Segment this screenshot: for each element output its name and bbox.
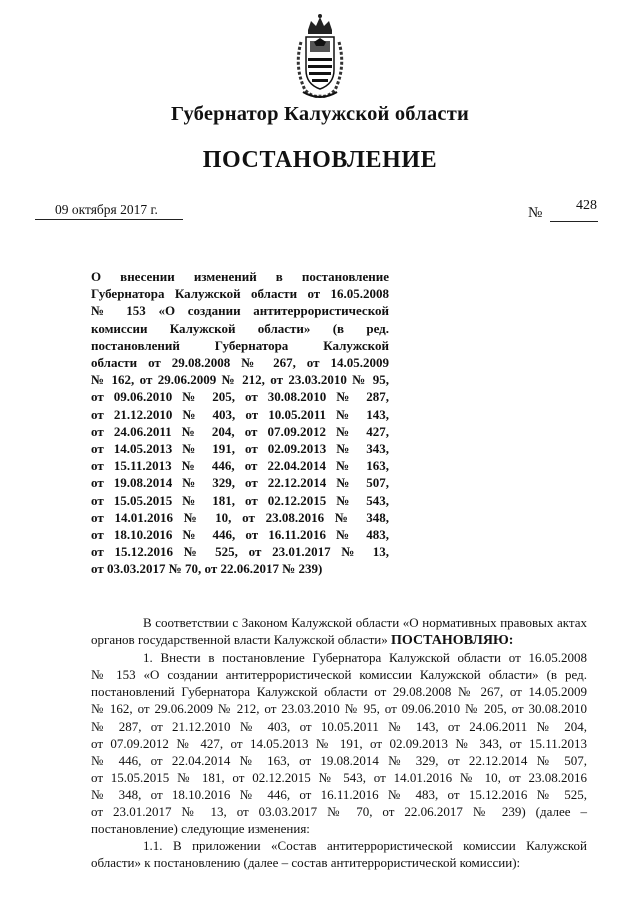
issuing-authority: Губернатор Калужской области <box>171 103 469 125</box>
preamble-text: В соответствии с Законом Калужской области «О нормативных правовых актах органов государственной власти Калужской области» <box>91 615 587 648</box>
item-1-paragraph <box>91 649 587 837</box>
subject-line: от 21.12.2010 № 403, от 10.05.2011 № 143, <box>91 406 389 422</box>
preamble-paragraph <box>91 614 587 649</box>
subject-line: от 24.06.2011 № 204, от 07.09.2012 № 427, <box>91 423 389 439</box>
number-label: № <box>528 205 543 221</box>
item-1-line: № 446, от 22.04.2014 № 163, от 19.08.2014 № 329, от 22.12.2014 № 507, <box>91 752 587 768</box>
document-subject <box>91 268 389 578</box>
document-number: 428 <box>576 198 597 213</box>
number-underline <box>550 221 598 222</box>
item-1-line: от 07.09.2012 № 427, от 14.05.2013 № 191, от 02.09.2013 № 343, от 15.11.2013 <box>91 735 587 751</box>
subject-line: комиссии Калужской области» (в ред. <box>91 320 389 336</box>
item-1-line: постановление) следующие изменения: <box>91 821 310 837</box>
subject-line: № 153 «О создании антитеррористической <box>91 303 389 319</box>
subject-line: от 19.08.2014 № 329, от 22.12.2014 № 507, <box>91 475 389 491</box>
item-1-line: № 348, от 18.10.2016 № 446, от 16.11.2016 № 483, от 15.12.2016 № 525, <box>91 786 587 802</box>
subject-line: от 03.03.2017 № 70, от 22.06.2017 № 239) <box>91 561 323 577</box>
item-1-1-line: 1.1. В приложении «Состав антитеррористической комиссии Калужской <box>143 838 587 854</box>
item-1-line: № 153 «О создании антитеррористической комиссии Калужской области» (в ред. <box>91 667 587 683</box>
subject-line: О внесении изменений в постановление <box>91 269 389 284</box>
item-1-line: от 23.01.2017 № 13, от 03.03.2017 № 70, от 22.06.2017 № 239) (далее – <box>91 804 587 820</box>
subject-line: постановлений Губернатора Калужской <box>91 337 389 353</box>
subject-line: от 15.12.2016 № 525, от 23.01.2017 № 13, <box>91 544 389 560</box>
subject-line: от 09.06.2010 № 205, от 30.08.2010 № 287, <box>91 389 389 405</box>
item-1-line: № 287, от 21.12.2010 № 403, от 10.05.2011 № 143, от 24.06.2011 № 204, <box>91 718 587 734</box>
subject-line: области от 29.08.2008 № 267, от 14.05.2009 <box>91 355 389 371</box>
subject-line: от 14.05.2013 № 191, от 02.09.2013 № 343, <box>91 441 389 457</box>
subject-line: от 18.10.2016 № 446, от 16.11.2016 № 483, <box>91 527 389 543</box>
decree-word: ПОСТАНОВЛЯЮ: <box>391 633 514 649</box>
subject-line: от 14.01.2016 № 10, от 23.08.2016 № 348, <box>91 509 389 525</box>
subject-line: от 15.11.2013 № 446, от 22.04.2014 № 163, <box>91 458 389 474</box>
item-1-line: 1. Внести в постановление Губернатора Калужской области от 16.05.2008 <box>143 650 587 666</box>
item-1-line: от 15.05.2015 № 181, от 02.12.2015 № 543, от 14.01.2016 № 10, от 23.08.2016 <box>91 769 587 785</box>
item-1-1-line: области» к постановлению (далее – состав антитеррористической комиссии): <box>91 855 521 871</box>
subject-line: № 162, от 29.06.2009 № 212, от 23.03.2010 № 95, <box>91 372 389 388</box>
subject-line: Губернатора Калужской области от 16.05.2008 <box>91 286 389 302</box>
document-date: 09 октября 2017 г. <box>35 202 183 220</box>
subject-line: от 15.05.2015 № 181, от 02.12.2015 № 543, <box>91 492 389 508</box>
document-type-title: ПОСТАНОВЛЕНИЕ <box>202 147 438 173</box>
item-1-1-paragraph <box>91 837 587 871</box>
item-1-line: постановлений Губернатора Калужской области от 29.08.2008 № 267, от 14.05.2009 <box>91 684 587 700</box>
kaluga-coat-of-arms-emblem <box>291 12 349 100</box>
item-1-line: № 162, от 29.06.2009 № 212, от 23.03.2010 № 95, от 09.06.2010 № 205, от 30.08.2010 <box>91 701 587 717</box>
document-body <box>91 614 587 871</box>
